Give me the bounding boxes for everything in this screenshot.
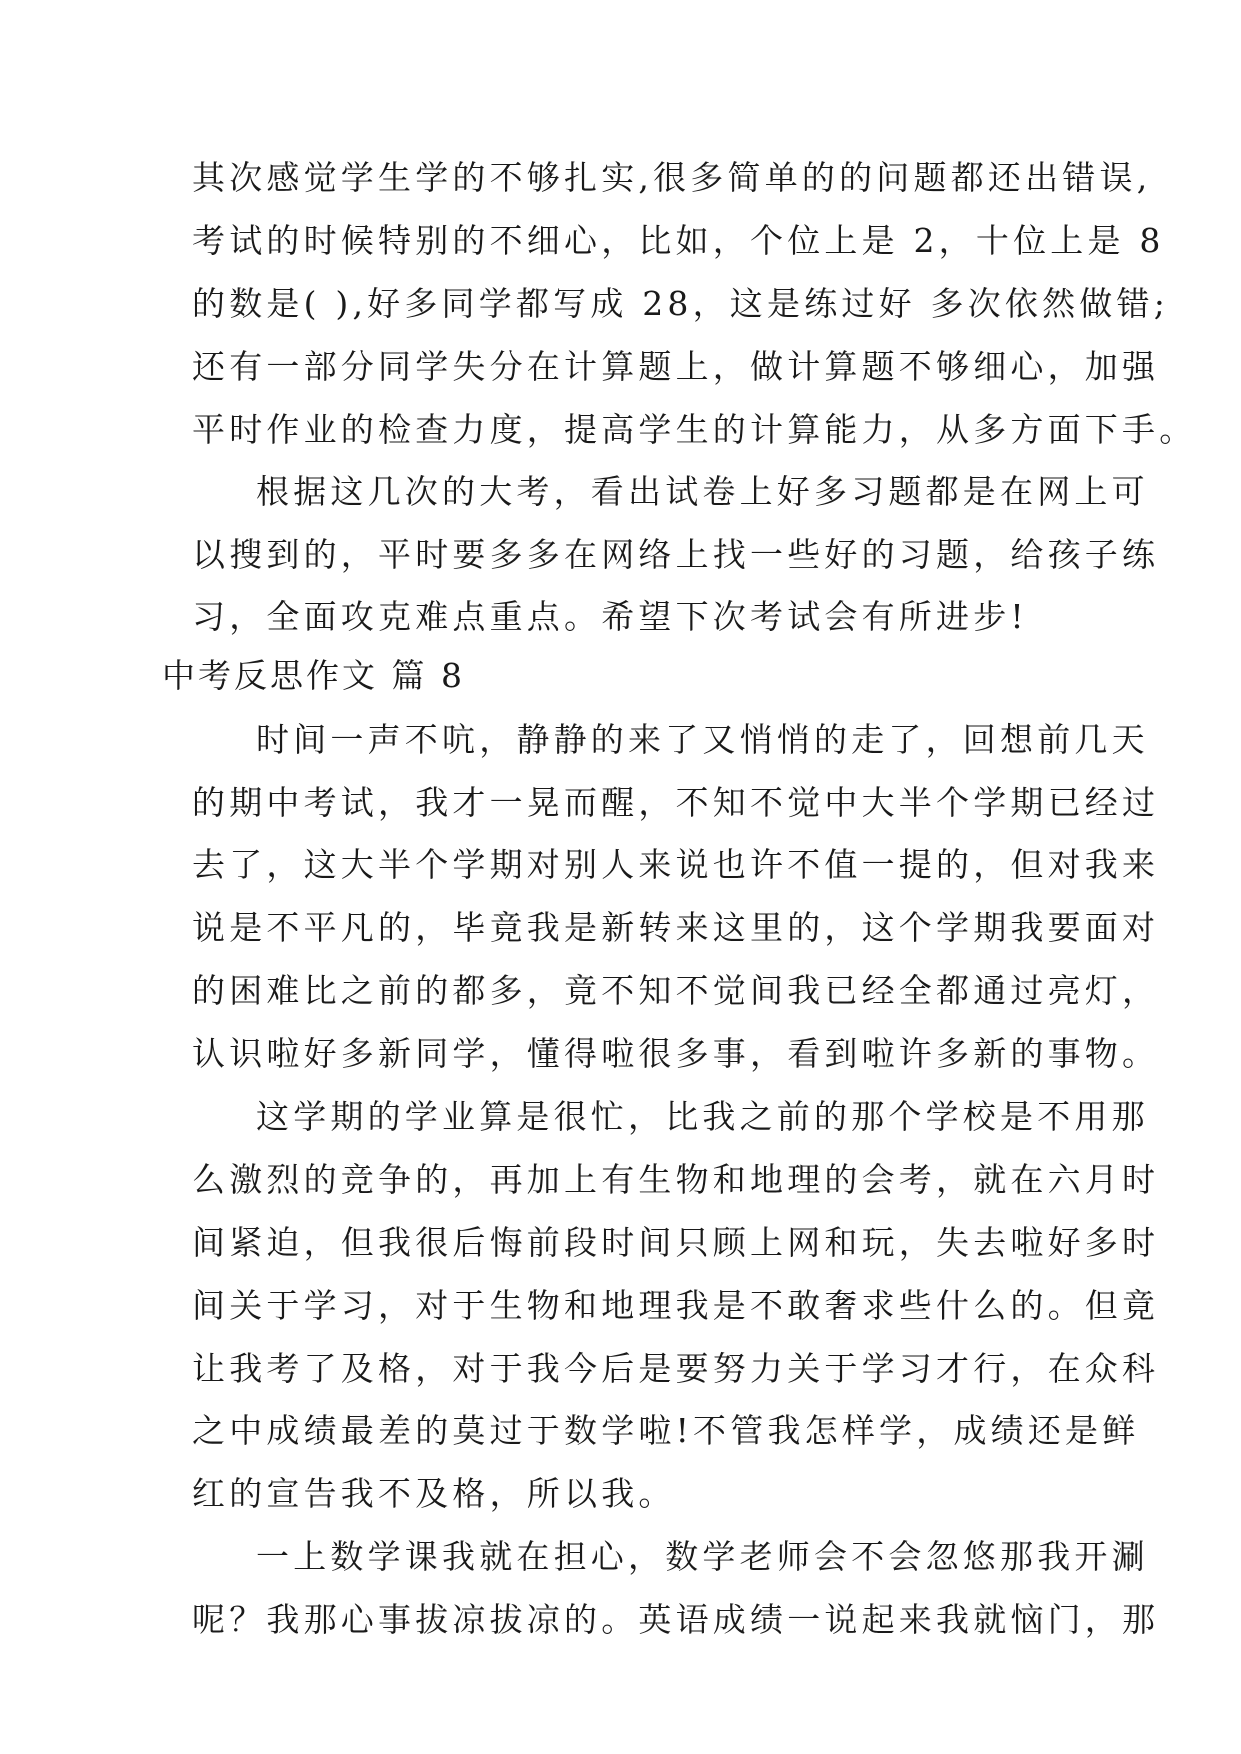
paragraph-4-line-7: 红的宣告我不及格，所以我。 [192, 1474, 676, 1513]
paragraph-2-line-2: 以搜到的，平时要多多在网络上找一些好的习题，给孩子练 [192, 535, 1160, 574]
paragraph-4-line-1: 这学期的学业算是很忙，比我之前的那个学校是不用那 [256, 1097, 1149, 1136]
paragraph-1-line-2: 考试的时候特别的不细心，比如，个位上是 2，十位上是 8 [192, 221, 1165, 260]
paragraph-4-line-2: 么激烈的竞争的，再加上有生物和地理的会考，就在六月时 [192, 1160, 1160, 1199]
paragraph-3-line-2: 的期中考试，我才一晃而醒，不知不觉中大半个学期已经过 [192, 783, 1160, 822]
paragraph-4-line-3: 间紧迫，但我很后悔前段时间只顾上网和玩，失去啦好多时 [192, 1223, 1160, 1262]
paragraph-1-line-1: 其次感觉学生学的不够扎实,很多简单的的问题都还出错误, [192, 158, 1152, 197]
section-heading: 中考反思作文 篇 8 [162, 656, 465, 695]
paragraph-4-line-6: 之中成绩最差的莫过于数学啦!不管我怎样学，成绩还是鲜 [192, 1411, 1140, 1450]
paragraph-3-line-3: 去了，这大半个学期对别人来说也许不值一提的，但对我来 [192, 845, 1160, 884]
paragraph-1-line-5: 平时作业的检查力度，提高学生的计算能力，从多方面下手。 [192, 410, 1197, 449]
paragraph-2-line-1: 根据这几次的大考，看出试卷上好多习题都是在网上可 [256, 472, 1149, 511]
paragraph-5-line-2: 呢？我那心事拔凉拔凉的。英语成绩一说起来我就恼门，那 [192, 1600, 1160, 1639]
paragraph-5-line-1: 一上数学课我就在担心，数学老师会不会忽悠那我开涮 [256, 1537, 1149, 1576]
paragraph-1-line-3: 的数是( ),好多同学都写成 28，这是练过好 多次依然做错; [192, 284, 1170, 323]
paragraph-4-line-4: 间关于学习，对于生物和地理我是不敢奢求些什么的。但竟 [192, 1286, 1160, 1325]
paragraph-3-line-1: 时间一声不吭，静静的来了又悄悄的走了，回想前几天 [256, 720, 1149, 759]
paragraph-3-line-4: 说是不平凡的，毕竟我是新转来这里的，这个学期我要面对 [192, 908, 1160, 947]
paragraph-1-line-4: 还有一部分同学失分在计算题上，做计算题不够细心，加强 [192, 347, 1160, 386]
paragraph-4-line-5: 让我考了及格，对于我今后是要努力关于学习才行，在众科 [192, 1349, 1160, 1388]
paragraph-2-line-3: 习，全面攻克难点重点。希望下次考试会有所进步! [192, 597, 1028, 636]
paragraph-3-line-5: 的困难比之前的都多，竟不知不觉间我已经全都通过亮灯， [192, 971, 1160, 1010]
paragraph-3-line-6: 认识啦好多新同学，懂得啦很多事，看到啦许多新的事物。 [192, 1034, 1160, 1073]
